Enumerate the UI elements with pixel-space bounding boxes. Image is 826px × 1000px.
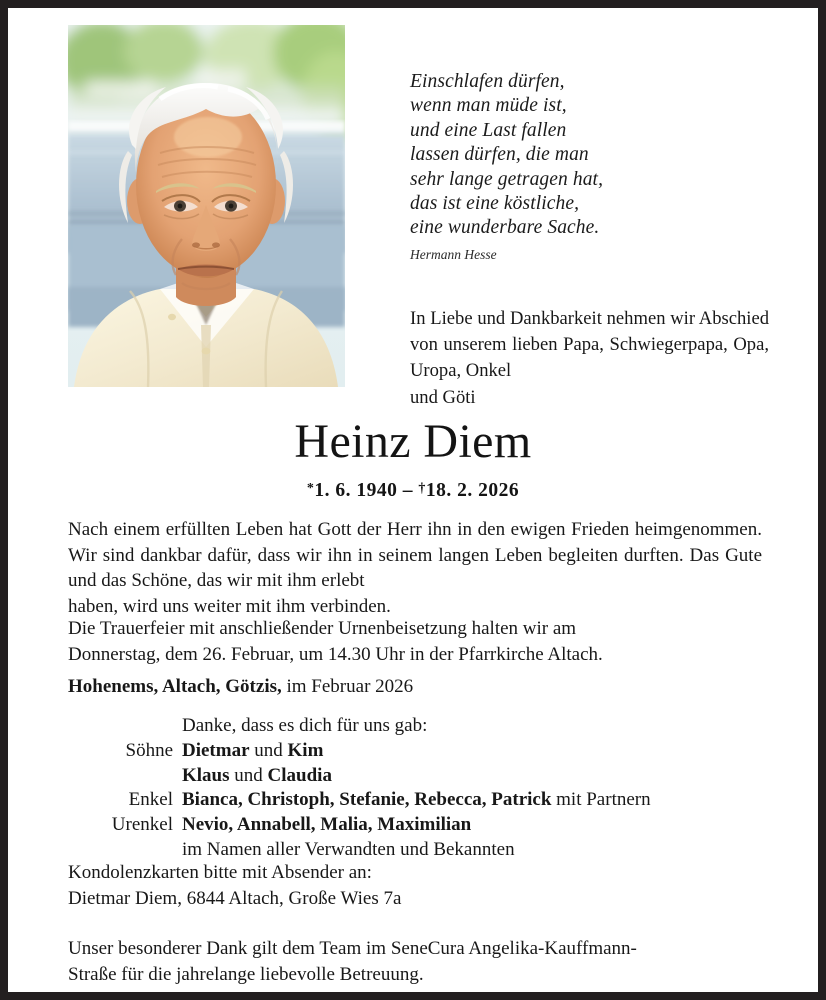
paragraph-1-body: Nach einem erfüllten Leben hat Gott der Herr ihn in den ewigen Frieden heimgenommen. Wir sind dankbar dafür, dass wir ihn in seinem langen Leben begleiten durften. Das Gute und das Schöne, das wir mit ihm erlebt xyxy=(68,519,762,592)
dedication-body: In Liebe und Dankbarkeit nehmen wir Abschied von unserem lieben Papa, Schwiegerpapa, Opa, Uropa, Onkel xyxy=(410,308,769,382)
family-row-label: Enkel xyxy=(128,789,173,811)
condolence-address xyxy=(68,860,762,911)
family-row-label: Urenkel xyxy=(111,814,173,836)
family-row xyxy=(68,813,762,838)
condolence-line-1: Kondolenzkarten bitte mit Absender an: xyxy=(68,862,372,883)
memorial-quote xyxy=(410,70,770,265)
dedication-last-line: und Göti xyxy=(410,386,476,408)
notice-inner xyxy=(8,8,818,992)
death-symbol: † xyxy=(418,481,426,496)
family-conjunction: und xyxy=(249,739,288,761)
family-conjunction: und xyxy=(229,764,268,786)
thanks-line-1: Unser besonderer Dank gilt dem Team im SeneCura Angelika-Kauffmann- xyxy=(68,938,637,959)
paragraph-1-last-line: haben, wird uns weiter mit ihm verbinden. xyxy=(68,595,391,617)
family-row-names xyxy=(182,813,762,838)
paragraph-2-body: Die Trauerfeier mit anschließender Urnenbeisetzung halten wir am xyxy=(68,618,577,639)
family-row xyxy=(68,788,762,813)
family-list xyxy=(68,714,762,863)
family-row-names xyxy=(182,739,762,764)
family-row xyxy=(68,739,762,764)
family-name-bold: Dietmar xyxy=(182,739,250,761)
family-row xyxy=(68,764,762,789)
thanks-line-2: Straße für die jahrelange liebevolle Betreuung. xyxy=(68,963,424,985)
place-and-date xyxy=(68,674,413,700)
quote-line: eine wunderbare Sache. xyxy=(410,217,600,239)
family-intro-text: Danke, dass es dich für uns gab: xyxy=(182,715,428,736)
quote-line: und eine Last fallen xyxy=(410,119,567,141)
life-dates xyxy=(8,480,818,502)
paragraph-2-last-line: Donnerstag, dem 26. Februar, um 14.30 Uhr in der Pfarrkirche Altach. xyxy=(68,643,603,665)
quote-line: wenn man müde ist, xyxy=(410,95,567,117)
place-towns: Hohenems, Altach, Götzis, xyxy=(68,676,282,697)
special-thanks xyxy=(68,936,762,987)
quote-line: das ist eine köstliche, xyxy=(410,193,580,215)
birth-date: 1. 6. 1940 xyxy=(314,480,398,501)
memorial-paragraph-2 xyxy=(68,616,762,667)
dedication-text xyxy=(410,306,769,411)
condolence-line-2: Dietmar Diem, 6844 Altach, Große Wies 7a xyxy=(68,887,402,909)
place-date: im Februar 2026 xyxy=(286,676,414,697)
quote-line: Einschlafen dürfen, xyxy=(410,71,565,92)
portrait-illustration xyxy=(68,25,345,387)
quote-author: Hermann Hesse xyxy=(410,246,497,262)
birth-symbol: * xyxy=(306,481,315,496)
family-name-bold: Bianca, Christoph, Stefanie, Rebecca, Patrick xyxy=(182,789,552,811)
family-row-label: Söhne xyxy=(125,739,173,761)
family-closing-text: im Namen aller Verwandten und Bekannten xyxy=(182,838,515,860)
quote-line: sehr lange getragen hat, xyxy=(410,168,604,190)
death-date: 18. 2. 2026 xyxy=(425,480,520,501)
quote-line: lassen dürfen, die man xyxy=(410,144,589,166)
family-name-bold: Klaus xyxy=(182,764,230,786)
family-row-names xyxy=(182,764,762,789)
family-row-names xyxy=(182,788,762,813)
portrait-photo xyxy=(68,25,345,387)
deceased-name: Heinz Diem xyxy=(294,415,532,468)
date-separator: – xyxy=(402,480,413,501)
family-tail: mit Partnern xyxy=(551,789,651,811)
family-intro-row xyxy=(68,714,762,739)
family-name-bold: Kim xyxy=(287,739,324,761)
memorial-paragraph-1 xyxy=(68,517,762,619)
family-name-bold: Claudia xyxy=(267,764,332,786)
family-name-bold: Nevio, Annabell, Malia, Maximilian xyxy=(182,814,472,836)
